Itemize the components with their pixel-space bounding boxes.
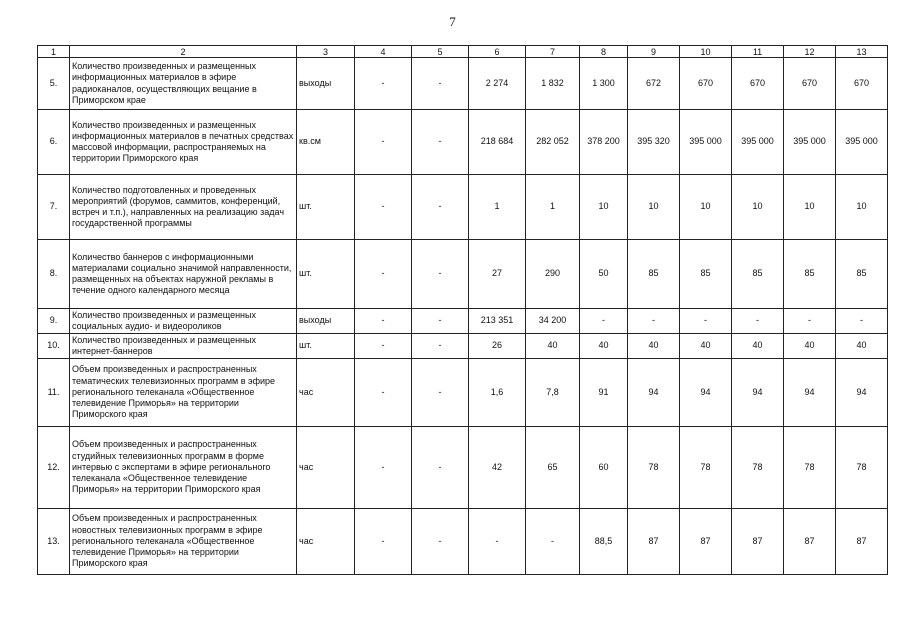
value-cell: -	[580, 309, 628, 334]
value-cell: 670	[680, 58, 732, 110]
indicator-name-cell: Количество подготовленных и проведенных мероприятий (форумов, саммитов, конференций, встреч и т.п.), направленных на реализацию задач государственной программы	[70, 175, 297, 240]
indicator-name-cell: Количество произведенных и размещенных информационных материалов в печатных средствах массовой информации, распространяемых на территории Приморского края	[70, 110, 297, 175]
value-cell: -	[355, 509, 412, 575]
row-number-cell: 12.	[38, 427, 70, 509]
value-cell: -	[355, 240, 412, 309]
value-cell: 378 200	[580, 110, 628, 175]
value-cell: -	[784, 309, 836, 334]
row-number-cell: 7.	[38, 175, 70, 240]
table-row	[38, 110, 888, 175]
value-cell: -	[526, 509, 580, 575]
value-cell: 42	[469, 427, 526, 509]
unit-cell: кв.см	[297, 110, 355, 175]
indicator-name-cell: Количество произведенных и размещенных социальных аудио- и видеороликов	[70, 309, 297, 334]
header-cell: 1	[38, 46, 70, 58]
header-cell: 9	[628, 46, 680, 58]
value-cell: -	[412, 427, 469, 509]
value-cell: 670	[784, 58, 836, 110]
header-cell: 2	[70, 46, 297, 58]
indicators-table	[37, 45, 888, 575]
value-cell: 85	[732, 240, 784, 309]
value-cell: -	[680, 309, 732, 334]
header-cell: 7	[526, 46, 580, 58]
value-cell: 2 274	[469, 58, 526, 110]
unit-cell: час	[297, 359, 355, 427]
unit-cell: шт.	[297, 175, 355, 240]
value-cell: 78	[628, 427, 680, 509]
value-cell: 94	[784, 359, 836, 427]
value-cell: 40	[580, 334, 628, 359]
value-cell: -	[412, 58, 469, 110]
row-number-cell: 5.	[38, 58, 70, 110]
value-cell: 1 300	[580, 58, 628, 110]
unit-cell: шт.	[297, 334, 355, 359]
value-cell: 40	[680, 334, 732, 359]
value-cell: -	[355, 175, 412, 240]
value-cell: 40	[628, 334, 680, 359]
value-cell: 94	[680, 359, 732, 427]
value-cell: -	[412, 334, 469, 359]
table-row	[38, 334, 888, 359]
page-number: 7	[449, 14, 456, 29]
value-cell: 395 000	[732, 110, 784, 175]
row-number-cell: 13.	[38, 509, 70, 575]
value-cell: 395 000	[680, 110, 732, 175]
unit-cell: час	[297, 509, 355, 575]
value-cell: 85	[836, 240, 888, 309]
value-cell: 40	[732, 334, 784, 359]
header-row	[38, 46, 888, 58]
header-cell: 12	[784, 46, 836, 58]
row-number-cell: 9.	[38, 309, 70, 334]
table-row	[38, 240, 888, 309]
value-cell: 10	[836, 175, 888, 240]
row-number-cell: 10.	[38, 334, 70, 359]
row-number-cell: 11.	[38, 359, 70, 427]
header-cell: 11	[732, 46, 784, 58]
value-cell: -	[355, 359, 412, 427]
value-cell: 87	[628, 509, 680, 575]
value-cell: 34 200	[526, 309, 580, 334]
value-cell: -	[412, 309, 469, 334]
value-cell: -	[355, 58, 412, 110]
indicator-name-cell: Количество баннеров с информационными материалами социально значимой направленности, размещенных на объектах наружной рекламы в течение одного календарного месяца	[70, 240, 297, 309]
table-row	[38, 359, 888, 427]
value-cell: -	[355, 309, 412, 334]
value-cell: 218 684	[469, 110, 526, 175]
value-cell: 40	[784, 334, 836, 359]
value-cell: 85	[628, 240, 680, 309]
value-cell: -	[412, 509, 469, 575]
value-cell: -	[412, 240, 469, 309]
value-cell: -	[412, 110, 469, 175]
table-row	[38, 509, 888, 575]
value-cell: 50	[580, 240, 628, 309]
value-cell: 10	[580, 175, 628, 240]
header-cell: 4	[355, 46, 412, 58]
value-cell: 65	[526, 427, 580, 509]
value-cell: 672	[628, 58, 680, 110]
value-cell: 87	[680, 509, 732, 575]
value-cell: 85	[680, 240, 732, 309]
header-cell: 8	[580, 46, 628, 58]
value-cell: 88,5	[580, 509, 628, 575]
value-cell: 1	[469, 175, 526, 240]
value-cell: 7,8	[526, 359, 580, 427]
indicator-name-cell: Количество произведенных и размещенных информационных материалов в эфире радиоканалов, осуществляющих вещание в Приморском крае	[70, 58, 297, 110]
table-row	[38, 175, 888, 240]
indicator-name-cell: Объем произведенных и распространенных студийных телевизионных программ в форме интервью с экспертами в эфире регионального телеканала «Общественное телевидение Приморья» на территории Приморского края	[70, 427, 297, 509]
table-row	[38, 309, 888, 334]
unit-cell: час	[297, 427, 355, 509]
indicator-name-cell: Количество произведенных и размещенных интернет-баннеров	[70, 334, 297, 359]
value-cell: -	[732, 309, 784, 334]
value-cell: 60	[580, 427, 628, 509]
value-cell: 78	[836, 427, 888, 509]
value-cell: 10	[732, 175, 784, 240]
header-cell: 13	[836, 46, 888, 58]
value-cell: -	[355, 334, 412, 359]
value-cell: 87	[784, 509, 836, 575]
table-row	[38, 427, 888, 509]
value-cell: -	[628, 309, 680, 334]
value-cell: 40	[526, 334, 580, 359]
value-cell: 87	[732, 509, 784, 575]
value-cell: 395 000	[784, 110, 836, 175]
header-cell: 10	[680, 46, 732, 58]
value-cell: 1,6	[469, 359, 526, 427]
unit-cell: выходы	[297, 58, 355, 110]
indicator-name-cell: Объем произведенных и распространенных новостных телевизионных программ в эфире регионального телеканала «Общественное телевидение Приморья» на территории Приморского края	[70, 509, 297, 575]
indicator-name-cell: Объем произведенных и распространенных тематических телевизионных программ в эфире регионального телеканала «Общественное телевидение Приморья» на территории Приморского края	[70, 359, 297, 427]
value-cell: -	[469, 509, 526, 575]
row-number-cell: 8.	[38, 240, 70, 309]
value-cell: 213 351	[469, 309, 526, 334]
value-cell: 282 052	[526, 110, 580, 175]
value-cell: 27	[469, 240, 526, 309]
value-cell: 78	[732, 427, 784, 509]
value-cell: 78	[784, 427, 836, 509]
header-cell: 5	[412, 46, 469, 58]
header-cell: 3	[297, 46, 355, 58]
value-cell: 91	[580, 359, 628, 427]
value-cell: 94	[628, 359, 680, 427]
value-cell: 94	[836, 359, 888, 427]
value-cell: 395 000	[836, 110, 888, 175]
value-cell: 10	[784, 175, 836, 240]
value-cell: -	[412, 175, 469, 240]
value-cell: 94	[732, 359, 784, 427]
value-cell: -	[836, 309, 888, 334]
value-cell: 670	[836, 58, 888, 110]
value-cell: -	[355, 427, 412, 509]
value-cell: -	[355, 110, 412, 175]
value-cell: 10	[680, 175, 732, 240]
value-cell: 1	[526, 175, 580, 240]
value-cell: 85	[784, 240, 836, 309]
value-cell: 40	[836, 334, 888, 359]
value-cell: 290	[526, 240, 580, 309]
value-cell: 78	[680, 427, 732, 509]
value-cell: -	[412, 359, 469, 427]
value-cell: 10	[628, 175, 680, 240]
row-number-cell: 6.	[38, 110, 70, 175]
unit-cell: шт.	[297, 240, 355, 309]
value-cell: 1 832	[526, 58, 580, 110]
value-cell: 26	[469, 334, 526, 359]
table-row	[38, 58, 888, 110]
value-cell: 670	[732, 58, 784, 110]
header-cell: 6	[469, 46, 526, 58]
value-cell: 395 320	[628, 110, 680, 175]
value-cell: 87	[836, 509, 888, 575]
unit-cell: выходы	[297, 309, 355, 334]
